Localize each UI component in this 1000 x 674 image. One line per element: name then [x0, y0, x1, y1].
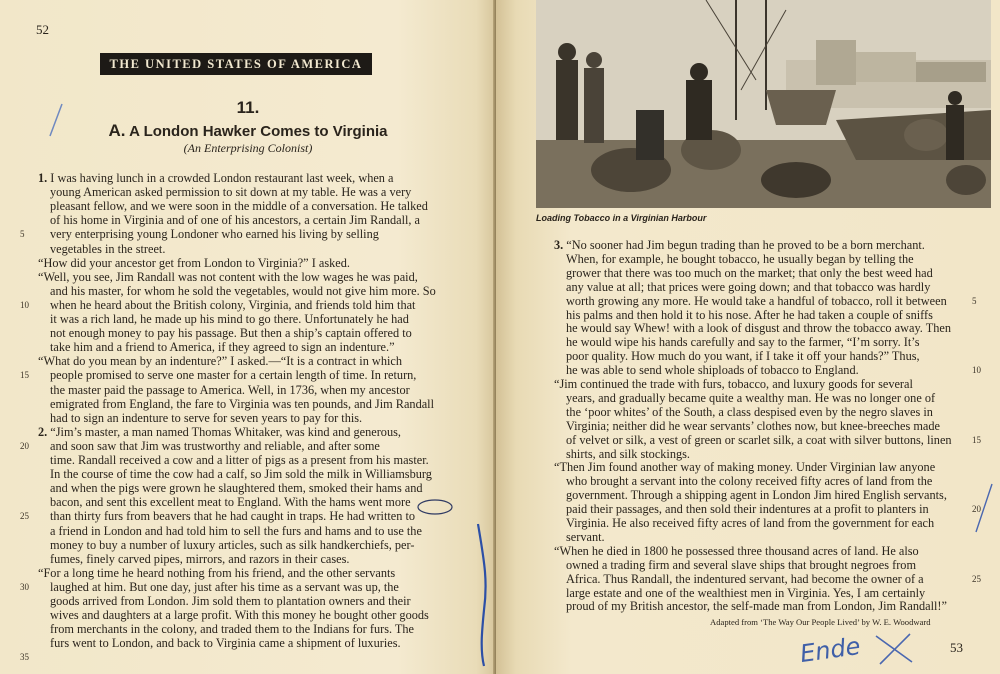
line-number: 10 [20, 299, 29, 310]
line-text: he would say Whew! with a look of disgust and throw the tobacco away. Then [566, 321, 951, 336]
text-line [566, 266, 933, 280]
line-text: I was having lunch in a crowded London restaurant last week, when a [47, 171, 394, 185]
text-line [566, 447, 690, 461]
line-text: who brought a servant into the colony received fifty acres of land from the [566, 474, 933, 489]
line-number: 25 [972, 573, 981, 584]
line-number: 5 [20, 229, 25, 240]
line-text: he would wipe his hands carefully and say to the farmer, “I’m sorry. It’s [566, 335, 920, 350]
circled-word-mark-icon [416, 498, 456, 518]
text-line [50, 242, 165, 256]
line-text: worth growing any more. He would take a handful of tobacco, roll it between [566, 293, 947, 308]
line-text: from merchants in the colony, and traded them to the Indians for furs. The [50, 622, 415, 637]
text-line [566, 474, 932, 488]
text-line [566, 294, 947, 308]
text-line [50, 636, 401, 650]
text-line [566, 349, 920, 363]
text-line [38, 256, 350, 270]
text-line [50, 467, 432, 481]
page-number-left: 52 [36, 22, 49, 37]
line-text: a friend in London and had told him to sell the furs and hams and to use the [50, 523, 422, 538]
text-line [50, 411, 362, 425]
line-text: In the course of time the cow had a calf, so Jim sold the milk in Williamsburg [50, 467, 432, 482]
text-line [50, 185, 411, 199]
margin-tick-mark-icon [968, 480, 998, 540]
text-line [566, 252, 914, 266]
paragraph-number: 3. [554, 238, 564, 252]
text-line [566, 419, 940, 433]
text-line [566, 405, 933, 419]
text-line [50, 199, 428, 213]
text-line [554, 377, 913, 391]
line-text: poor quality. How much do you want, if I take it off your hands?” Thus, [566, 349, 920, 364]
line-number: 20 [20, 440, 29, 451]
line-text: any value at all; that prices were going down; and that tobacco was hardly [566, 279, 931, 294]
line-text: servant. [566, 529, 605, 544]
text-line [50, 509, 415, 523]
text-line [50, 524, 422, 538]
line-text: of his home in Virginia and of one of his ancestors, a certain Jim Randall, a [50, 213, 421, 228]
harbour-illustration [536, 0, 991, 208]
line-text: vegetables in the street. [50, 241, 166, 256]
line-number: 35 [20, 652, 29, 663]
text-line [566, 335, 920, 349]
text-line [38, 566, 395, 580]
text-line [50, 552, 349, 566]
text-line [566, 363, 859, 377]
text-line [50, 439, 380, 453]
lesson-title-text: A London Hawker Comes to Virginia [129, 123, 388, 140]
line-text: proud of my British ancestor, the self-made man from London, Jim Randall!” [566, 599, 947, 614]
text-line [50, 340, 395, 354]
text-line [50, 453, 429, 467]
line-text: and his master, for whom he sold the vegetables, would not give him more. So [50, 283, 436, 298]
text-line [50, 608, 429, 622]
line-text: shirts, and silk stockings. [566, 446, 690, 461]
line-text: his palms and then hold it to his nose. After he had taken a couple of sniffs [566, 307, 933, 322]
text-line [38, 171, 394, 185]
line-text: “What do you mean by an indenture?” I asked.—“It is a contract in which [38, 354, 402, 369]
pen-mark-icon [40, 100, 70, 140]
line-text: laughed at him. But one day, just after his time as a servant was up, the [50, 579, 399, 594]
lesson-part: A. [108, 121, 126, 140]
line-text: owned a trading firm and several slave ships that brought negroes from [566, 557, 917, 572]
line-text: paid their passages, and then sold their indentures at a profit to planters in [566, 502, 929, 517]
text-line [50, 594, 411, 608]
handwritten-note: Ende [798, 631, 863, 669]
text-line [566, 558, 916, 572]
text-line [50, 622, 414, 636]
text-line [566, 433, 952, 447]
line-number: 10 [972, 365, 981, 376]
line-text: bacon, and sent this excellent meat to England. With the hams went more [50, 495, 411, 510]
line-text: “How did your ancestor get from London to Virginia?” I asked. [38, 255, 350, 270]
line-text: emigrated from England, the fare to Virginia was ten pounds, and Jim Randall [50, 396, 435, 411]
line-number: 15 [972, 434, 981, 445]
text-line [566, 572, 924, 586]
line-text: not enough money to pay his passage. But then a ship’s captain offered to [50, 326, 412, 341]
left-page [0, 0, 496, 674]
line-text: government. Through a shipping agent in London Jim hired English servants, [566, 488, 947, 503]
line-text: it was a rich land, he made up his mind to go there. Unfortunately he had [50, 312, 409, 326]
line-text: “When he died in 1800 he possessed three thousand acres of land. He also [554, 543, 919, 558]
text-line [50, 227, 379, 241]
text-line [566, 391, 935, 405]
text-line [50, 481, 423, 495]
line-text: time. Randall received a cow and a litter of pigs as a present from his master. [50, 453, 429, 467]
line-text: pleasant fellow, and we were soon in the middle of a conversation. He talked [50, 199, 428, 214]
text-line [50, 312, 409, 326]
source-credit: Adapted from ‘The Way Our People Lived’ by W. E. Woodward [710, 617, 931, 627]
text-line [566, 530, 605, 544]
text-line [38, 354, 402, 368]
line-text: the ‘poor whites’ of the South, a class despised even by the negro slaves in [566, 404, 933, 419]
line-text: When, for example, he bought tobacco, he usually began by telling the [566, 251, 914, 266]
lesson-number: 11. [236, 98, 260, 117]
text-line [50, 298, 415, 312]
paragraph-number: 1. [38, 171, 48, 185]
line-number: 15 [20, 370, 29, 381]
text-line [566, 308, 933, 322]
text-line [554, 238, 925, 252]
text-line [38, 425, 401, 439]
illustration-caption: Loading Tobacco in a Virginian Harbour [536, 213, 707, 223]
text-line [50, 580, 399, 594]
line-text: people promised to serve one master for a certain length of time. In return, [50, 368, 417, 383]
text-line [554, 460, 935, 474]
line-text: “Jim’s master, a man named Thomas Whitaker, was kind and generous, [47, 424, 401, 439]
line-text: the master paid the passage to America. Well, in 1736, when my ancestor [50, 382, 410, 397]
line-number: 25 [20, 511, 29, 522]
line-text: young American asked permission to sit down at my table. He was a very [50, 185, 412, 200]
line-number: 20 [972, 504, 981, 515]
line-text: very enterprising young Londoner who earned his living by selling [50, 227, 379, 242]
line-text: when he heard about the British colony, Virginia, and friends told him that [50, 297, 416, 312]
text-line [566, 321, 951, 335]
line-text: “Jim continued the trade with furs, tobacco, and luxury goods for several [554, 377, 913, 391]
text-line [566, 599, 947, 613]
text-line [566, 280, 930, 294]
line-text: grower that there was too much on the market; that only the best weed had [566, 265, 933, 280]
line-number: 30 [20, 581, 29, 592]
text-line [50, 326, 412, 340]
line-text: large estate and one of the wealthiest men in Virginia. Yes, I am certainly [566, 585, 926, 600]
line-text: “No sooner had Jim begun trading than he proved to be a born merchant. [563, 238, 925, 252]
line-text: wives and daughters at a large profit. With this money he bought other goods [50, 608, 429, 623]
line-text: fumes, finely carved pipes, mirrors, and razors in their cases. [50, 551, 350, 566]
section-banner: THE UNITED STATES OF AMERICA [100, 53, 372, 75]
line-text: of velvet or silk, a vest of green or scarlet silk, a coat with silver buttons, linen [566, 432, 952, 447]
text-line [50, 284, 436, 298]
page-number-right: 53 [950, 640, 963, 655]
line-text: goods arrived from London. Jim sold them to plantation owners and their [50, 594, 411, 608]
line-text: Virginia; neither did he wear servants’ clothes now, but knee-breeches made [566, 418, 940, 433]
line-text: “For a long time he heard nothing from his friend, and the other servants [38, 565, 396, 580]
line-text: take him and a friend to America, if they agreed to sign an indenture.” [50, 340, 395, 355]
lesson-title [0, 121, 496, 141]
text-line [566, 488, 947, 502]
line-text: years, and gradually became quite a wealthy man. He was no longer one of [566, 390, 936, 405]
line-text: Virginia. He also received fifty acres of land from the government for each [566, 516, 935, 530]
text-line [50, 368, 416, 382]
text-line [50, 538, 414, 552]
text-line [566, 516, 934, 530]
line-text: had to sign an indenture to serve for seven years to pay for this. [50, 410, 363, 425]
text-line [566, 502, 929, 516]
text-line [38, 270, 418, 284]
text-line [50, 383, 410, 397]
line-text: and soon saw that Jim was trustworthy and reliable, and after some [50, 438, 380, 453]
text-line [50, 213, 420, 227]
line-text: money to buy a number of luxury articles, such as silk handkerchiefs, per- [50, 537, 415, 552]
paragraph-number: 2. [38, 424, 48, 439]
line-number: 5 [972, 295, 977, 306]
text-line [554, 544, 919, 558]
lesson-subtitle: (An Enterprising Colonist) [183, 141, 313, 155]
handwritten-x-mark-icon [870, 628, 920, 668]
line-text: “Then Jim found another way of making money. Under Virginian law anyone [554, 460, 936, 475]
harbour-engraving-image [536, 0, 991, 208]
line-text: than thirty furs from beavers that he had caught in traps. He had written to [50, 509, 416, 524]
text-line [566, 586, 925, 600]
text-line [50, 495, 411, 509]
line-text: furs went to London, and back to Virginia came a shipment of luxuries. [50, 636, 401, 651]
line-text: Africa. Thus Randall, the indentured servant, had become the owner of a [566, 571, 924, 586]
line-text: “Well, you see, Jim Randall was not content with the low wages he was paid, [38, 269, 418, 284]
line-text: and when the pigs were grown he slaughtered them, smoked their hams and [50, 481, 423, 496]
line-text: he was able to send whole shiploads of tobacco to England. [566, 363, 859, 378]
text-line [50, 397, 434, 411]
